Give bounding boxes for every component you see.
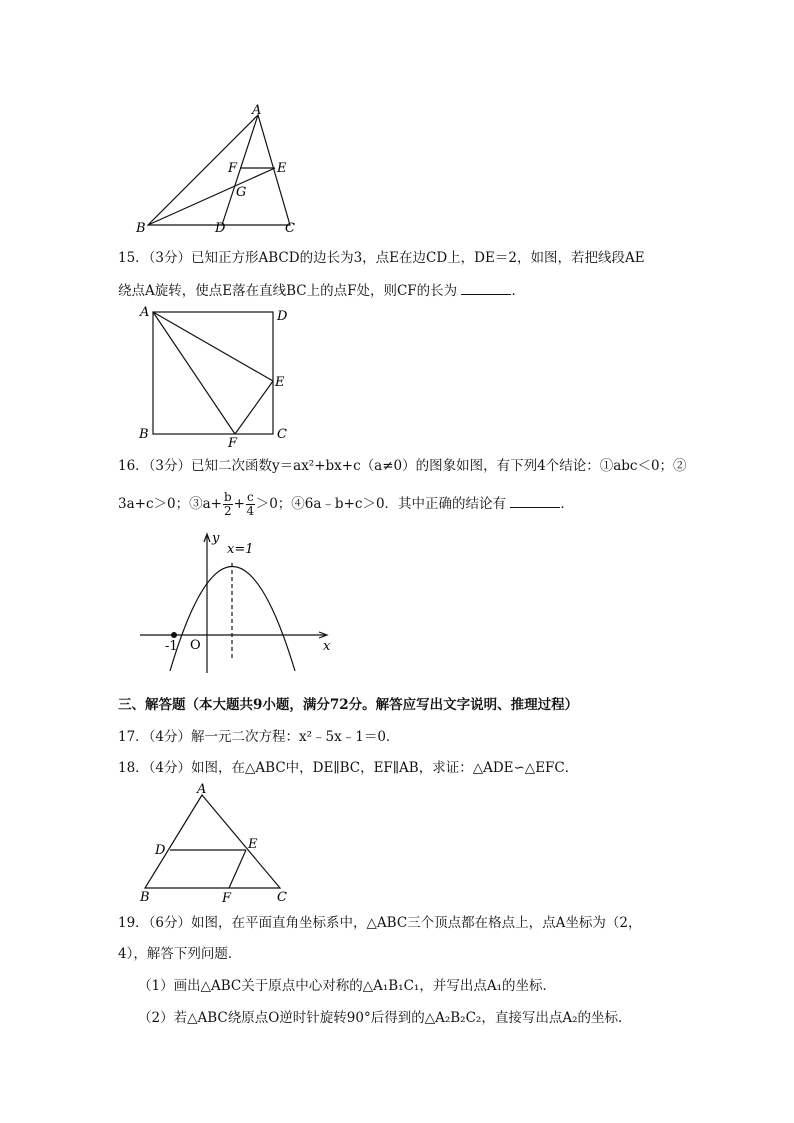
triangle-abc — [148, 115, 290, 225]
question-16-line-2 — [118, 486, 574, 522]
label-f: F — [222, 891, 232, 906]
question-17: 17．（4分）解一元二次方程：x²﹣5x﹣1＝0． — [118, 729, 400, 745]
label-c: C — [277, 890, 287, 905]
label-e: E — [248, 837, 258, 852]
question-15-line-1: 15．（3分）已知正方形ABCD的边长为3，点E在边CD上，DE＝2，如图，若把线段AE — [118, 250, 645, 266]
segment-fe — [235, 381, 273, 434]
question-15-line-2 — [118, 281, 525, 301]
neg-one-label: -1 — [165, 639, 178, 654]
label-d: D — [215, 221, 226, 236]
axis-label: x=1 — [227, 542, 254, 557]
fraction-denominator: 4 — [246, 504, 255, 518]
label-a: A — [197, 782, 207, 797]
triangle-figure-18 — [135, 780, 305, 908]
question-19-part-1: （1）画出△ABC关于原点中心对称的△A₁B₁C₁，并写出点A₁的坐标． — [138, 978, 556, 994]
label-d: D — [277, 309, 288, 324]
label-b: B — [136, 221, 146, 236]
x-label: x — [323, 639, 331, 654]
label-f: F — [228, 161, 238, 176]
question-15-text: 绕点A旋转，使点E落在直线BC上的点F处，则CF的长为 — [118, 283, 458, 299]
label-b: B — [139, 427, 149, 442]
triangle-abc — [145, 795, 280, 888]
question-19-line-2: 4），解答下列问题． — [118, 946, 242, 962]
question-16-text-b: ＞0；④6a﹣b+c＞0．其中正确的结论有 — [255, 496, 507, 512]
segment-ef — [229, 850, 246, 888]
square-abcd — [153, 312, 273, 434]
label-d: D — [155, 843, 166, 858]
label-a: A — [140, 305, 150, 320]
label-g: G — [236, 185, 247, 200]
triangle-figure-14 — [130, 100, 310, 240]
answer-blank-15 — [461, 282, 511, 295]
question-15-period: ． — [511, 283, 525, 299]
origin-label: O — [190, 638, 201, 653]
question-19-line-1: 19．（6分）如图，在平面直角坐标系中，△ABC三个顶点都在格点上，点A坐标为（2， — [118, 915, 642, 931]
segment-ae — [153, 312, 273, 381]
fraction-c-over-4 — [246, 491, 255, 518]
label-a: A — [252, 103, 262, 118]
label-f: F — [228, 436, 238, 447]
fraction-numerator: b — [223, 490, 232, 504]
parabola-figure-16 — [135, 528, 345, 678]
root-point — [171, 632, 177, 638]
question-18: 18．（4分）如图，在△ABC中，DE∥BC，EF∥AB，求证：△ADE∽△EFC． — [118, 760, 579, 776]
label-b: B — [140, 890, 150, 905]
plus-sign: + — [233, 496, 245, 512]
segment-af — [153, 312, 235, 434]
question-16-period: ． — [560, 496, 574, 512]
section-heading: 三、解答题（本大题共9小题，满分72分。解答应写出文字说明、推理过程） — [118, 697, 579, 713]
answer-blank-16 — [510, 495, 560, 508]
label-c: C — [277, 427, 287, 442]
square-figure-15 — [135, 302, 295, 447]
label-e: E — [275, 375, 285, 390]
label-e: E — [277, 161, 287, 176]
fraction-denominator: 2 — [223, 504, 232, 518]
question-16-text-a: 3a+c＞0；③a+ — [118, 496, 222, 512]
fraction-b-over-2 — [223, 491, 233, 518]
segment-be — [148, 168, 275, 225]
question-19-part-2: （2）若△ABC绕原点O逆时针旋转90°后得到的△A₂B₂C₂，直接写出点A₂的坐标． — [138, 1010, 632, 1026]
fraction-numerator: c — [246, 490, 254, 504]
label-c: C — [285, 221, 295, 236]
question-16-line-1: 16．（3分）已知二次函数y＝ax²+bx+c（a≠0）的图象如图，有下列4个结论：①abc＜0；② — [118, 458, 687, 474]
y-label: y — [212, 531, 220, 546]
